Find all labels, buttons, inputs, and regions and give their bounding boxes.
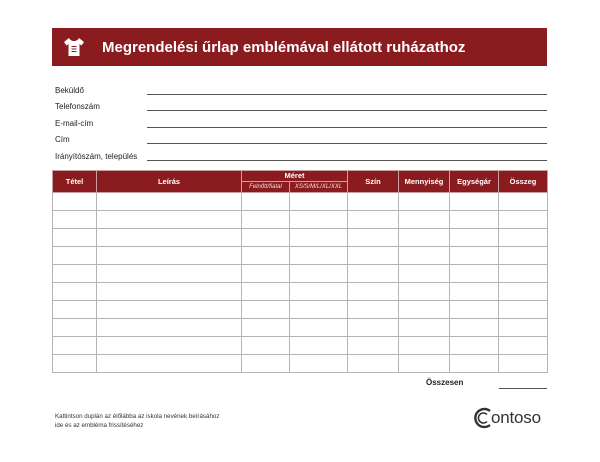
table-cell[interactable] xyxy=(499,319,548,337)
order-table xyxy=(52,170,548,373)
page-title: Megrendelési űrlap emblémával ellátott ruházathoz xyxy=(102,38,466,56)
table-cell[interactable] xyxy=(450,193,499,211)
form-field-label: Telefonszám xyxy=(55,102,100,111)
table-cell[interactable] xyxy=(97,229,242,247)
table-cell[interactable] xyxy=(97,265,242,283)
table-row xyxy=(53,319,548,337)
header-size: Méret xyxy=(242,171,348,182)
table-cell[interactable] xyxy=(290,193,348,211)
logo-text: ontoso xyxy=(491,408,541,427)
form-field-label: Irányítószám, település xyxy=(55,151,138,161)
table-cell[interactable] xyxy=(499,265,548,283)
table-cell[interactable] xyxy=(53,319,97,337)
table-cell[interactable] xyxy=(499,193,548,211)
table-cell[interactable] xyxy=(290,337,348,355)
table-cell[interactable] xyxy=(53,211,97,229)
table-cell[interactable] xyxy=(450,265,499,283)
table-cell[interactable] xyxy=(399,247,450,265)
table-cell[interactable] xyxy=(242,355,290,373)
header-item: Tétel xyxy=(53,171,97,193)
header-banner xyxy=(52,28,547,66)
table-cell[interactable] xyxy=(242,247,290,265)
table-cell[interactable] xyxy=(53,193,97,211)
table-cell[interactable] xyxy=(499,337,548,355)
tshirt-icon xyxy=(60,33,88,61)
table-cell[interactable] xyxy=(53,355,97,373)
table-cell[interactable] xyxy=(290,211,348,229)
header-unit-price: Egységár xyxy=(450,171,499,193)
form-field-row xyxy=(55,113,547,130)
table-cell[interactable] xyxy=(290,265,348,283)
table-cell[interactable] xyxy=(242,319,290,337)
table-row xyxy=(53,229,548,247)
table-cell[interactable] xyxy=(97,319,242,337)
table-cell[interactable] xyxy=(399,355,450,373)
table-cell[interactable] xyxy=(348,319,399,337)
table-cell[interactable] xyxy=(242,265,290,283)
grand-total-field[interactable] xyxy=(499,388,547,389)
table-cell[interactable] xyxy=(348,265,399,283)
table-cell[interactable] xyxy=(348,211,399,229)
table-cell[interactable] xyxy=(97,247,242,265)
table-cell[interactable] xyxy=(450,247,499,265)
form-field-input[interactable] xyxy=(147,160,547,161)
footer-note xyxy=(55,412,219,430)
table-cell[interactable] xyxy=(348,337,399,355)
table-row xyxy=(53,301,548,319)
table-cell[interactable] xyxy=(53,283,97,301)
form-field-input[interactable] xyxy=(147,110,547,111)
table-cell[interactable] xyxy=(399,265,450,283)
table-cell[interactable] xyxy=(242,301,290,319)
table-row xyxy=(53,247,548,265)
table-cell[interactable] xyxy=(348,301,399,319)
header-description: Leírás xyxy=(97,171,242,193)
table-cell[interactable] xyxy=(290,355,348,373)
footer-note-line-1: Kattintson duplán az élőlábba az iskola nevének beírásához xyxy=(55,413,220,420)
table-cell[interactable] xyxy=(450,337,499,355)
table-cell[interactable] xyxy=(399,337,450,355)
table-cell[interactable] xyxy=(53,229,97,247)
table-cell[interactable] xyxy=(53,247,97,265)
table-cell[interactable] xyxy=(242,229,290,247)
table-cell[interactable] xyxy=(499,283,548,301)
form-field-input[interactable] xyxy=(147,127,547,128)
table-cell[interactable] xyxy=(450,301,499,319)
table-cell[interactable] xyxy=(348,193,399,211)
table-cell[interactable] xyxy=(499,229,548,247)
table-cell[interactable] xyxy=(290,283,348,301)
footer-note-line-2: ide és az embléma frissítéséhez xyxy=(55,422,144,429)
table-row xyxy=(53,265,548,283)
table-cell[interactable] xyxy=(290,301,348,319)
table-cell[interactable] xyxy=(499,301,548,319)
table-row xyxy=(53,283,548,301)
form-field-label: E-mail-cím xyxy=(55,118,94,128)
table-cell[interactable] xyxy=(242,211,290,229)
table-cell[interactable] xyxy=(97,337,242,355)
table-cell[interactable] xyxy=(348,283,399,301)
table-cell[interactable] xyxy=(399,193,450,211)
customer-info-form xyxy=(55,80,547,163)
header-total: Összeg xyxy=(499,171,548,193)
header-color: Szín xyxy=(348,171,399,193)
header-size-age: Felnőtt/fiatal xyxy=(242,182,290,193)
table-cell[interactable] xyxy=(53,265,97,283)
grand-total-label: Összesen xyxy=(426,378,464,387)
header-quantity: Mennyiség xyxy=(399,171,450,193)
table-cell[interactable] xyxy=(399,319,450,337)
table-cell[interactable] xyxy=(290,229,348,247)
table-cell[interactable] xyxy=(399,229,450,247)
table-cell[interactable] xyxy=(97,301,242,319)
table-cell[interactable] xyxy=(450,283,499,301)
form-field-row xyxy=(55,97,547,114)
table-cell[interactable] xyxy=(399,301,450,319)
table-cell[interactable] xyxy=(53,337,97,355)
table-cell[interactable] xyxy=(290,247,348,265)
table-cell[interactable] xyxy=(450,229,499,247)
table-cell[interactable] xyxy=(450,211,499,229)
table-cell[interactable] xyxy=(499,247,548,265)
table-row xyxy=(53,211,548,229)
table-cell[interactable] xyxy=(97,211,242,229)
table-cell[interactable] xyxy=(399,211,450,229)
table-cell[interactable] xyxy=(348,355,399,373)
table-cell[interactable] xyxy=(348,247,399,265)
table-cell[interactable] xyxy=(399,283,450,301)
table-row xyxy=(53,193,548,211)
form-field-label: Cím xyxy=(55,135,70,144)
table-cell[interactable] xyxy=(97,193,242,211)
form-field-label: Beküldő xyxy=(55,85,84,95)
header-size-range: XS/S/M/L/XL/XXL xyxy=(290,182,348,193)
form-field-row xyxy=(55,146,547,163)
table-cell[interactable] xyxy=(97,355,242,373)
table-cell[interactable] xyxy=(53,301,97,319)
table-cell[interactable] xyxy=(290,319,348,337)
table-cell[interactable] xyxy=(242,283,290,301)
table-cell[interactable] xyxy=(242,337,290,355)
table-row xyxy=(53,355,548,373)
table-cell[interactable] xyxy=(97,283,242,301)
form-field-input[interactable] xyxy=(147,143,547,144)
table-cell[interactable] xyxy=(499,211,548,229)
form-field-row xyxy=(55,80,547,97)
table-cell[interactable] xyxy=(450,355,499,373)
table-cell[interactable] xyxy=(450,319,499,337)
form-field-input[interactable] xyxy=(147,94,547,95)
form-field-row xyxy=(55,130,547,147)
table-cell[interactable] xyxy=(499,355,548,373)
contoso-logo xyxy=(473,406,541,430)
table-row xyxy=(53,337,548,355)
table-cell[interactable] xyxy=(348,229,399,247)
table-cell[interactable] xyxy=(242,193,290,211)
